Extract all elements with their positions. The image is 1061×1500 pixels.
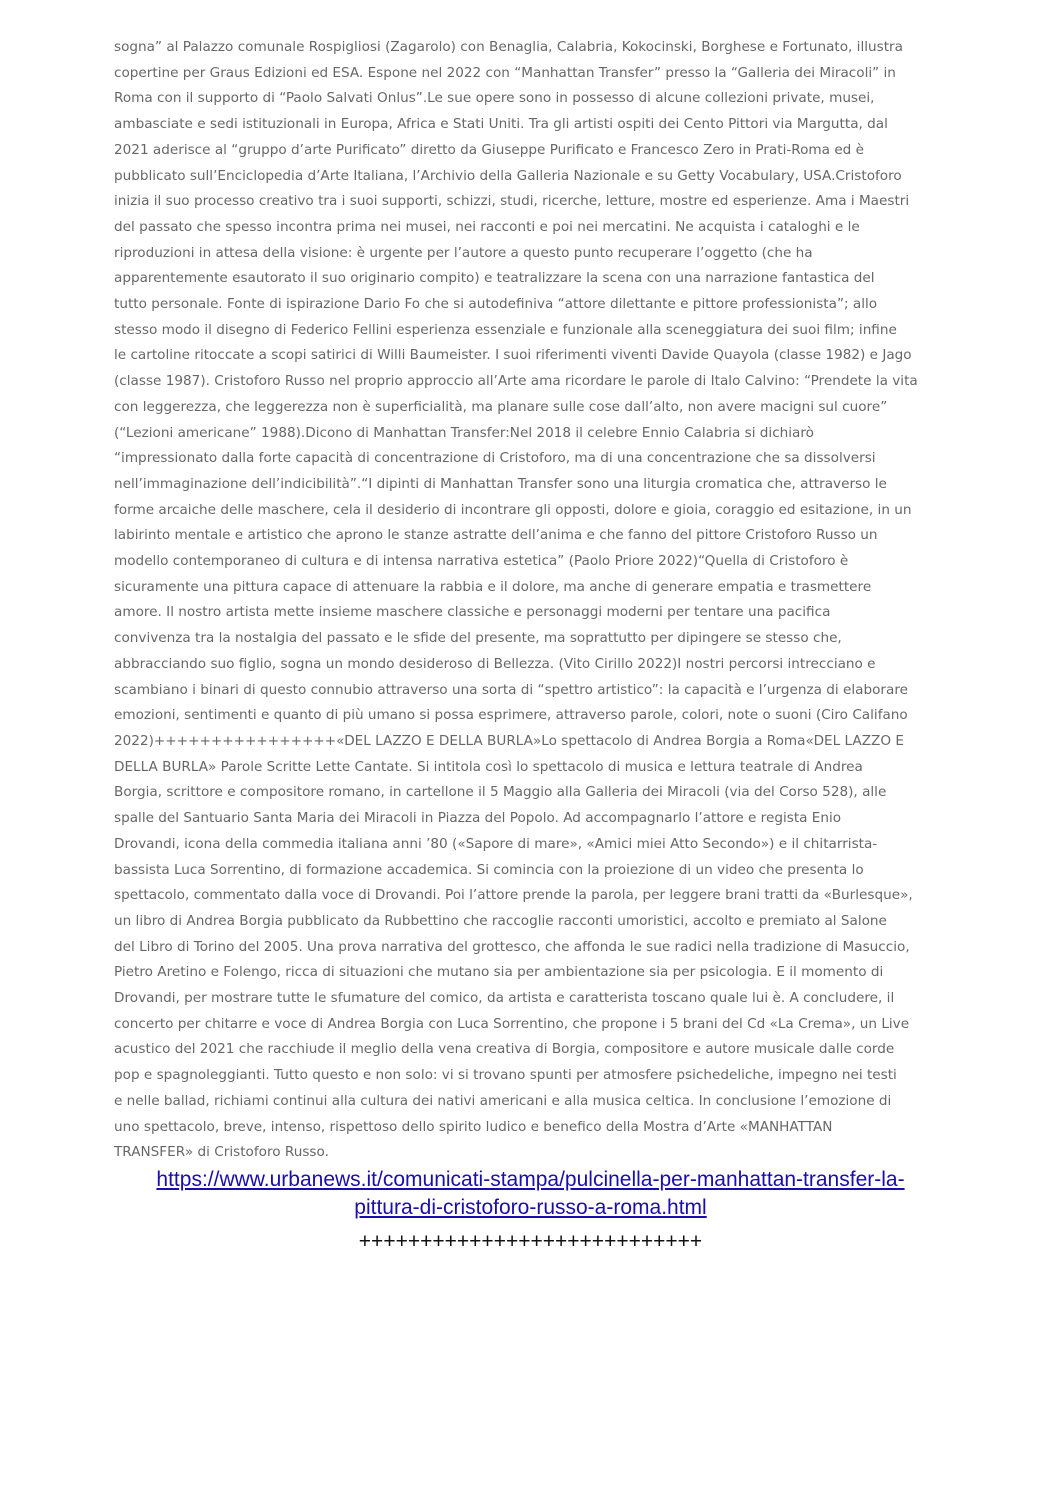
article-line: del Libro di Torino del 2005. Una prova narrativa del grottesco, che affonda le sue radici nella tradizione di Masuccio, — [114, 938, 910, 955]
article-line: apparentemente esautorato il suo originario compito) e teatralizzare la scena con una narrazione fantastica del — [114, 270, 875, 287]
article-line: e nelle ballad, richiami continui alla cultura dei nativi americani e alla musica celtica. In conclusione l’emozione di — [114, 1092, 892, 1109]
article-line: Pietro Aretino e Folengo, ricca di situazioni che mutano sia per ambientazione sia per psicologia. E il momento di — [114, 964, 884, 981]
article-line: Borgia, scrittore e compositore romano, in cartellone il 5 Maggio alla Galleria dei Miracoli (via del Corso 528), alle — [114, 784, 887, 801]
article-line: amore. Il nostro artista mette insieme maschere classiche e personaggi moderni per tentare una pacifica — [114, 604, 831, 621]
article-line: concerto per chitarre e voce di Andrea Borgia con Luca Sorrentino, che propone i 5 brani del Cd «La Crema», un Live — [114, 1015, 910, 1032]
article-line: DELLA BURLA» Parole Scritte Lette Cantate. Si intitola così lo spettacolo di musica e lettura teatrale di Andrea — [114, 758, 863, 775]
article-line: (classe 1987). Cristoforo Russo nel proprio approccio all’Arte ama ricordare le parole di Italo Calvino: “Prendete la vita — [114, 373, 918, 390]
article-line: le cartoline ritoccate a scopi satirici di Willi Baumeister. I suoi riferimenti viventi Davide Quayola (classe 1982) e Jago — [114, 347, 912, 364]
article-line: inizia il suo processo creativo tra i suoi supporti, schizzi, studi, ricerche, letture, mostre ed esperienze. Ama i Maestri — [114, 193, 910, 210]
article-line: modello contemporaneo di cultura e di intensa narrativa estetica” (Paolo Priore 2022)“Quella di Cristoforo è — [114, 553, 849, 570]
article-line: Drovandi, icona della commedia italiana anni ’80 («Sapore di mare», «Amici miei Atto Secondo») e il chitarrista- — [114, 835, 878, 852]
plus-separator: ++++++++++++++++++++++++++++ — [358, 1230, 703, 1253]
article-line: riproduzioni in attesa della visione: è urgente per l’autore a questo punto recuperare l’oggetto (che ha — [114, 244, 813, 261]
article-body — [114, 35, 944, 1166]
article-line: emozioni, sentimenti e quanto di più umano si possa esprimere, attraverso parole, colori, note o suoni (Ciro Califano — [114, 707, 908, 724]
source-link-line-1[interactable]: https://www.urbanews.it/comunicati-stampa/pulcinella-per-manhattan-transfer-la- — [156, 1168, 905, 1191]
article-line: acustico del 2021 che racchiude il meglio della vena creativa di Borgia, compositore e autore musicale dalle corde — [114, 1041, 895, 1058]
article-line: con leggerezza, che leggerezza non è superficialità, ma planare sulle cose dall’alto, non avere macigni sul cuore” — [114, 398, 888, 415]
article-line: Roma con il supporto di “Paolo Salvati Onlus”.Le sue opere sono in possesso di alcune collezioni private, musei, — [114, 90, 875, 107]
article-line: stesso modo il disegno di Federico Fellini esperienza essenziale e funzionale alla sceneggiatura dei suoi film; infine — [114, 321, 897, 338]
article-line: 2022)++++++++++++++++«DEL LAZZO E DELLA BURLA»Lo spettacolo di Andrea Borgia a Roma«DEL LAZZO E — [114, 732, 904, 749]
article-line: pop e spagnoleggianti. Tutto questo e non solo: vi si trovano spunti per atmosfere psichedeliche, impegno nei testi — [114, 1067, 897, 1084]
article-line: Drovandi, per mostrare tutte le sfumature del comico, da artista e caratterista toscano quale lui è. A concludere, il — [114, 990, 895, 1007]
article-line: tutto personale. Fonte di ispirazione Dario Fo che si autodefiniva “attore dilettante e pittore professionista”; allo — [114, 296, 878, 313]
article-line: convivenza tra la nostalgia del passato e le sfide del presente, ma soprattutto per dipingere se stesso che, — [114, 630, 842, 647]
article-line: “impressionato dalla forte capacità di concentrazione di Cristoforo, ma di una concentrazione che sa dissolversi — [114, 450, 876, 467]
article-line: labirinto mentale e artistico che aprono le stanze astratte dell’anima e che fanno del pittore Cristoforo Russo un — [114, 527, 878, 544]
article-line: scambiano i binari di questo connubio attraverso una sorta di “spettro artistico”: la capacità e l’urgenza di elaborare — [114, 681, 908, 698]
article-line: copertine per Graus Edizioni ed ESA. Espone nel 2022 con “Manhattan Transfer” presso la “Galleria dei Miracoli” in — [114, 64, 896, 81]
article-line: spalle del Santuario Santa Maria dei Miracoli in Piazza del Popolo. Ad accompagnarlo l’attore e regista Enio — [114, 810, 842, 827]
source-link[interactable] — [90, 1166, 971, 1222]
article-line: nell’immaginazione dell’indicibilità”.“I dipinti di Manhattan Transfer sono una liturgia cromatica che, attraverso le — [114, 475, 887, 492]
article-line: 2021 aderisce al “gruppo d’arte Purificato” diretto da Giuseppe Purificato e Francesco Zero in Prati-Roma ed è — [114, 141, 864, 158]
article-line: forme arcaiche delle maschere, cela il desiderio di incontrare gli opposti, dolore e gioia, coraggio ed esitazione, in un — [114, 501, 912, 518]
article-line: ambasciate e sedi istituzionali in Europa, Africa e Stati Uniti. Tra gli artisti ospiti dei Cento Pittori via Margutta, dal — [114, 116, 888, 133]
article-line: spettacolo, commentato dalla voce di Drovandi. Poi l’attore prende la parola, per leggere brani tratti da «Burlesque», — [114, 887, 913, 904]
article-line: del passato che spesso incontra prima nei musei, nei racconti e poi nei mercatini. Ne acquista i cataloghi e le — [114, 218, 860, 235]
article-line: bassista Luca Sorrentino, di formazione accademica. Si comincia con la proiezione di un video che presenta lo — [114, 861, 864, 878]
article-line: (“Lezioni americane” 1988).Dicono di Manhattan Transfer:Nel 2018 il celebre Ennio Calabria si dichiarò — [114, 424, 814, 441]
article-line: abbracciando suo figlio, sogna un mondo desideroso di Bellezza. (Vito Cirillo 2022)I nostri percorsi intrecciano e — [114, 655, 876, 672]
article-line: sogna” al Palazzo comunale Rospigliosi (Zagarolo) con Benaglia, Calabria, Kokocinski, Borghese e Fortunato, illustra — [114, 39, 903, 55]
article-line: sicuramente una pittura capace di attenuare la rabbia e il dolore, ma anche di generare empatia e trasmettere — [114, 578, 872, 595]
article-line: pubblicato sull’Enciclopedia d’Arte Italiana, l’Archivio della Galleria Nazionale e su Getty Vocabulary, USA.Cristoforo — [114, 167, 902, 184]
article-line: uno spettacolo, breve, intenso, rispettoso dello spirito ludico e benefico della Mostra d’Arte «MANHATTAN — [114, 1118, 833, 1135]
source-link-line-2[interactable]: pittura-di-cristoforo-russo-a-roma.html — [354, 1196, 707, 1219]
article-line: TRANSFER» di Cristoforo Russo. — [114, 1144, 329, 1161]
article-line: un libro di Andrea Borgia pubblicato da Rubbettino che raccoglie racconti umoristici, accolto e premiato al Salone — [114, 912, 887, 929]
